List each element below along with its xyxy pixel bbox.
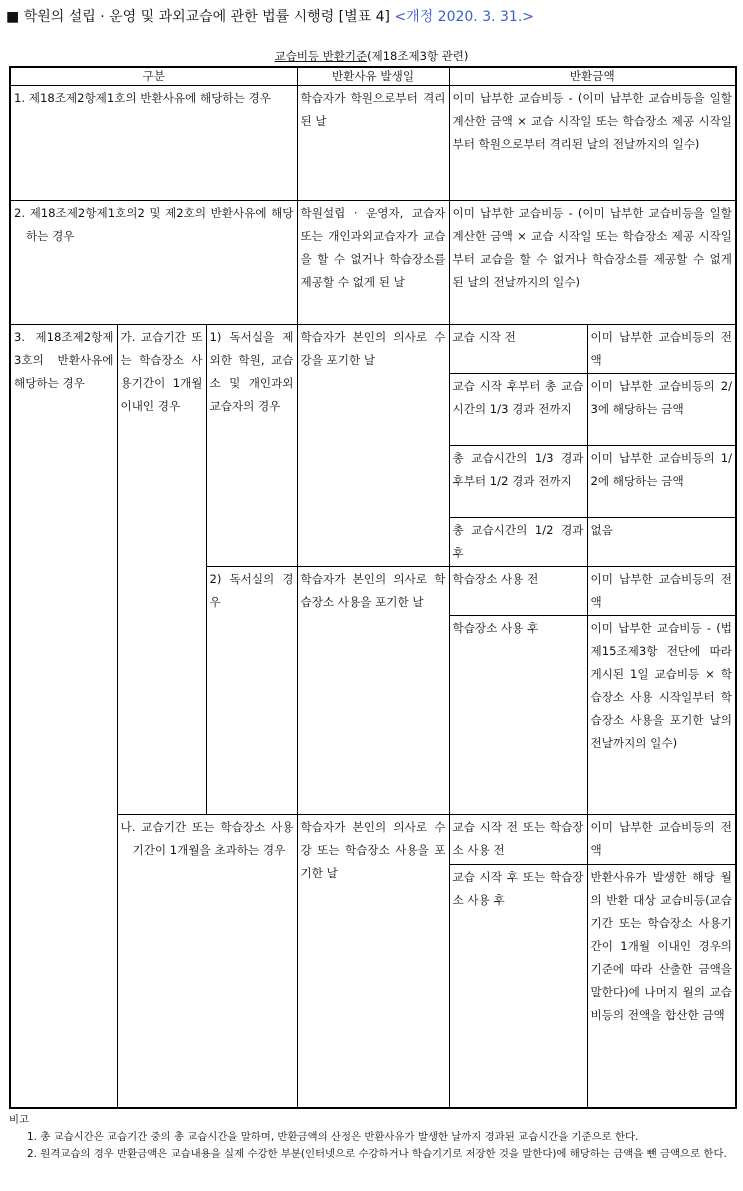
amendment-link[interactable]: <개정 2020. 3. 31.> bbox=[394, 9, 535, 25]
table-row bbox=[10, 324, 736, 373]
note-item: 1. 총 교습시간은 교습기간 중의 총 교습시간을 말하며, 반환금액의 산정은 반환사유가 발생한 날까지 경과된 교습시간을 기준으로 한다. bbox=[27, 1131, 639, 1143]
sub1-case-when: 총 교습시간의 1/2 경과 후 bbox=[449, 517, 587, 566]
sub2-case-amount: 이미 납부한 교습비등 - (법 제15조제3항 전단에 따라 게시된 1일 교습비등 × 학습장소 사용 시작일부터 학습장소 사용을 포기한 날의 전날까지의 일수) bbox=[587, 615, 736, 814]
row3-ga-sub1-label: 1) 독서실을 제외한 학원, 교습소 및 개인과외교습자의 경우 bbox=[206, 324, 297, 566]
row3-ga-label: 가. 교습기간 또는 학습장소 사용기간이 1개월 이내인 경우 bbox=[117, 324, 206, 814]
header-date: 반환사유 발생일 bbox=[297, 67, 449, 85]
sub2-case-when: 학습장소 사용 후 bbox=[449, 615, 587, 814]
table-row bbox=[10, 85, 736, 200]
table-caption bbox=[0, 48, 743, 64]
note-item: 2. 원격교습의 경우 반환금액은 교습내용을 실제 수강한 부분(인터넷으로 수강하거나 학습기기로 저장한 것을 말한다)에 해당하는 금액을 뺀 금액으로 한다. bbox=[27, 1148, 727, 1160]
table-caption-reference: (제18조제3항 관련) bbox=[367, 49, 469, 63]
sub1-case-when: 교습 시작 후부터 총 교습시간의 1/3 경과 전까지 bbox=[449, 373, 587, 445]
sub1-case-amount: 없음 bbox=[587, 517, 736, 566]
row2-amount: 이미 납부한 교습비등 - (이미 납부한 교습비등을 일할계산한 금액 × 교습 시작일 또는 학습장소 제공 시작일부터 교습을 할 수 없거나 학습장소를 제공할 수 없게 된 날의 전날까지의 일수) bbox=[449, 200, 736, 324]
na-case-when: 교습 시작 후 또는 학습장소 사용 후 bbox=[449, 864, 587, 1108]
notes-title: 비고 bbox=[9, 1114, 30, 1126]
row1-category: 1. 제18조제2항제1호의 반환사유에 해당하는 경우 bbox=[10, 85, 297, 200]
bullet-icon: ■ bbox=[6, 9, 20, 25]
row2-date: 학원설립 · 운영자, 교습자 또는 개인과외교습자가 교습을 할 수 없거나 학습장소를 제공할 수 없게 된 날 bbox=[297, 200, 449, 324]
na-case-amount: 반환사유가 발생한 해당 월의 반환 대상 교습비등(교습기간 또는 학습장소 사용기간이 1개월 이내인 경우의 기준에 따라 산출한 금액을 말한다)에 나머지 월의 교습비등의 전액을 합산한 금액 bbox=[587, 864, 736, 1108]
row3-ga-sub1-date: 학습자가 본인의 의사로 수강을 포기한 날 bbox=[297, 324, 449, 566]
document-header bbox=[6, 6, 534, 26]
table-caption-title: 교습비등 반환기준 bbox=[274, 49, 368, 63]
sub1-case-when: 교습 시작 전 bbox=[449, 324, 587, 373]
sub2-case-when: 학습장소 사용 전 bbox=[449, 566, 587, 615]
na-case-when: 교습 시작 전 또는 학습장소 사용 전 bbox=[449, 814, 587, 864]
sub1-case-amount: 이미 납부한 교습비등의 전액 bbox=[587, 324, 736, 373]
row3-na-label: 나. 교습기간 또는 학습장소 사용기간이 1개월을 초과하는 경우 bbox=[117, 814, 297, 1108]
table-row bbox=[10, 814, 736, 864]
row1-date: 학습자가 학원으로부터 격리된 날 bbox=[297, 85, 449, 200]
row3-ga-sub2-label: 2) 독서실의 경우 bbox=[206, 566, 297, 814]
row3-ga-sub2-date: 학습자가 본인의 의사로 학습장소 사용을 포기한 날 bbox=[297, 566, 449, 814]
row2-category: 2. 제18조제2항제1호의2 및 제2호의 반환사유에 해당하는 경우 bbox=[10, 200, 297, 324]
sub1-case-amount: 이미 납부한 교습비등의 1/2에 해당하는 금액 bbox=[587, 445, 736, 517]
sub1-case-when: 총 교습시간의 1/3 경과 후부터 1/2 경과 전까지 bbox=[449, 445, 587, 517]
na-case-amount: 이미 납부한 교습비등의 전액 bbox=[587, 814, 736, 864]
refund-standards-table bbox=[9, 66, 737, 1109]
sub1-case-amount: 이미 납부한 교습비등의 2/3에 해당하는 금액 bbox=[587, 373, 736, 445]
table-header-row bbox=[10, 67, 736, 85]
document-title: 학원의 설립 · 운영 및 과외교습에 관한 법률 시행령 [별표 4] bbox=[23, 9, 390, 25]
row3-na-date: 학습자가 본인의 의사로 수강 또는 학습장소 사용을 포기한 날 bbox=[297, 814, 449, 1108]
notes-section bbox=[9, 1112, 733, 1163]
row1-amount: 이미 납부한 교습비등 - (이미 납부한 교습비등을 일할계산한 금액 × 교습 시작일 또는 학습장소 제공 시작일부터 학원으로부터 격리된 날의 전날까지의 일수) bbox=[449, 85, 736, 200]
header-amount: 반환금액 bbox=[449, 67, 736, 85]
sub2-case-amount: 이미 납부한 교습비등의 전액 bbox=[587, 566, 736, 615]
header-category: 구분 bbox=[10, 67, 297, 85]
row3-category: 3. 제18조제2항제3호의 반환사유에 해당하는 경우 bbox=[10, 324, 117, 1108]
table-row bbox=[10, 200, 736, 324]
